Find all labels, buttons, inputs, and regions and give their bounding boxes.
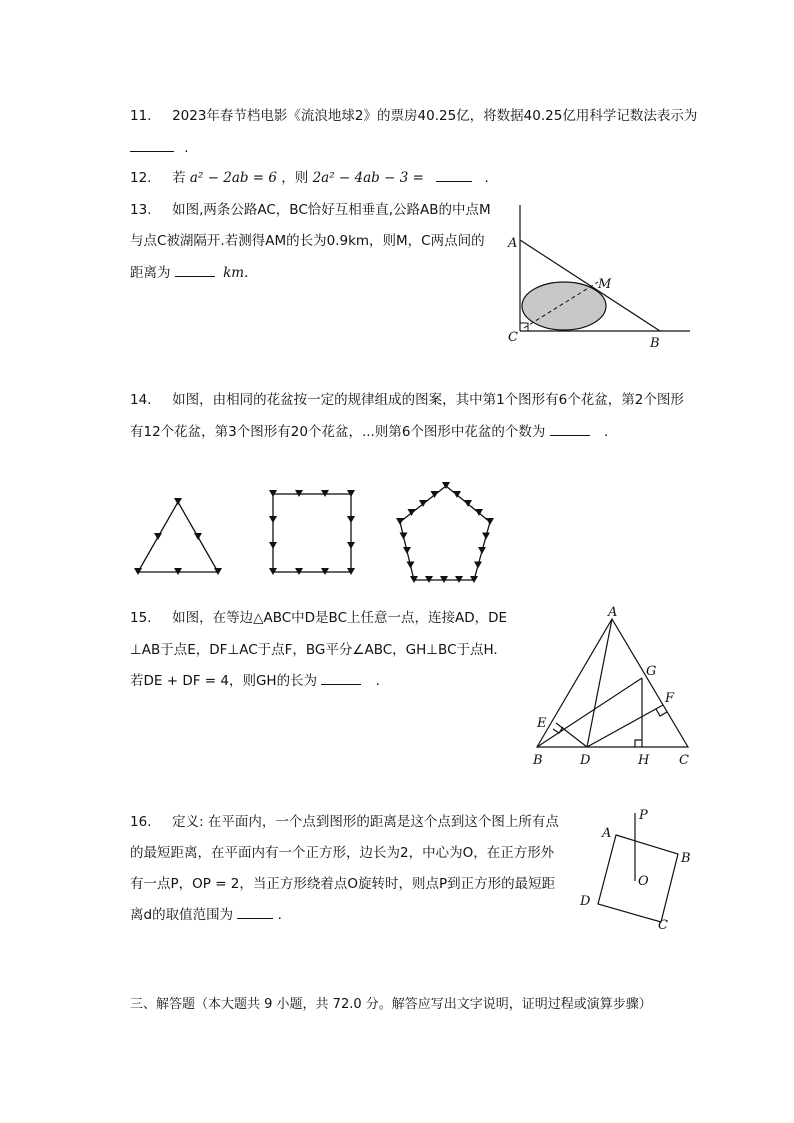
q14-text2: 有12个花盆，第3个图形有20个花盆，...则第6个图形中花盆的个数为 — [130, 424, 546, 440]
q16-answer-blank[interactable] — [237, 904, 273, 919]
q15-line1 — [130, 606, 507, 626]
q11-text: 2023年春节档电影《流浪地球2》的票房40.25亿，将数据40.25亿用科学记数法表示为 — [172, 108, 698, 124]
q12-tail: . — [484, 170, 489, 186]
label-C: C — [658, 918, 668, 933]
q12-expr2: 2a² − 4ab − 3 = — [312, 170, 424, 186]
flower-pot-icon — [396, 518, 404, 525]
q13-text1: 如图,两条公路AC，BC恰好互相垂直,公路AB的中点M — [172, 202, 491, 218]
q15-number: 15. — [130, 610, 152, 626]
q14-figure — [128, 480, 508, 590]
lake-ellipse — [522, 282, 606, 330]
q15-line2: ⊥AB于点E，DF⊥AC于点F，BG平分∠ABC，GH⊥BC于点H. — [130, 642, 498, 658]
flower-pot-icon — [347, 542, 355, 549]
q15-text1: 如图，在等边△ABC中D是BC上任意一点，连接AD，DE — [172, 610, 508, 626]
q16-line1 — [130, 810, 559, 830]
q11-line2 — [130, 137, 189, 156]
q15-line3 — [130, 669, 380, 689]
right-mark-F — [656, 709, 667, 716]
pattern-pentagon — [400, 486, 490, 580]
q11-number: 11. — [130, 108, 152, 124]
label-B: B — [650, 336, 660, 351]
q16-text1: 定义: 在平面内，一个点到图形的距离是这个点到这个图上所有点 — [172, 814, 559, 830]
label-E: E — [537, 716, 547, 731]
label-C: C — [679, 753, 689, 768]
q14-text1: 如图，由相同的花盆按一定的规律组成的图案，其中第1个图形有6个花盆，第2个图形 — [172, 392, 684, 408]
pattern-square — [273, 494, 351, 572]
flower-pot-icon — [403, 547, 411, 554]
q15-figure — [525, 605, 705, 775]
label-A: A — [602, 826, 612, 841]
label-B: B — [533, 753, 543, 768]
q11-tail: . — [184, 140, 189, 156]
q16-text4: 离d的取值范围为 — [130, 907, 234, 923]
triangle-ABC — [537, 619, 688, 747]
label-B: B — [681, 851, 691, 866]
right-mark-H — [635, 740, 642, 747]
q13-line1 — [130, 198, 491, 218]
label-H: H — [638, 753, 650, 768]
q13-text3a: 距离为 — [130, 265, 171, 281]
q16-tail: . — [277, 907, 282, 923]
q16-line2: 的最短距离，在平面内有一个正方形，边长为2，中心为O，在正方形外 — [130, 845, 555, 861]
q13-number: 13. — [130, 202, 152, 218]
q13-line2: 与点C被湖隔开.若测得AM的长为0.9km，则M，C两点间的 — [130, 233, 485, 249]
q12-pre: 若 — [172, 170, 186, 186]
q16-figure — [575, 805, 705, 940]
flower-pot-icon — [482, 533, 490, 540]
line-DE — [556, 723, 587, 747]
label-D: D — [580, 894, 591, 909]
q14-line1 — [130, 388, 684, 408]
flower-pot-icon — [347, 516, 355, 523]
q14-number: 14. — [130, 392, 152, 408]
flower-pot-icon — [154, 533, 162, 540]
q13-line3 — [130, 261, 248, 281]
label-A: A — [508, 236, 518, 251]
flower-pot-icon — [400, 533, 408, 540]
q12-answer-blank[interactable] — [436, 167, 472, 182]
flower-pot-icon — [478, 547, 486, 554]
flower-pot-icon — [269, 542, 277, 549]
q16-line4 — [130, 903, 282, 923]
q13-figure — [500, 195, 700, 355]
right-angle-mark — [520, 323, 528, 331]
q16-line3: 有一点P，OP = 2，当正方形绕着点O旋转时，则点P到正方形的最短距 — [130, 876, 556, 892]
label-G: G — [646, 664, 657, 679]
flower-pots — [134, 482, 494, 583]
q14-answer-blank[interactable] — [550, 421, 590, 436]
flower-pot-icon — [269, 516, 277, 523]
label-C: C — [508, 330, 518, 345]
section-3-heading: 三、解答题（本大题共 9 小题，共 72.0 分。解答应写出文字说明，证明过程或演算步骤） — [130, 997, 652, 1012]
flower-pot-icon — [174, 498, 182, 505]
q12-mid: ，则 — [281, 170, 309, 186]
label-M: M — [598, 277, 612, 292]
q11-answer-blank[interactable] — [130, 137, 174, 152]
flower-pot-icon — [474, 562, 482, 569]
q14-tail: . — [604, 424, 609, 440]
label-P: P — [639, 808, 648, 823]
flower-pot-icon — [194, 533, 202, 540]
label-F: F — [665, 691, 675, 706]
q11-line1 — [130, 104, 697, 124]
label-A: A — [608, 605, 618, 620]
line-DF — [587, 705, 663, 747]
q15-text3: 若DE + DF = 4，则GH的长为 — [130, 673, 318, 689]
q16-number: 16. — [130, 814, 152, 830]
q13-unit: km. — [223, 265, 249, 281]
flower-pot-icon — [486, 518, 494, 525]
q12-line — [130, 166, 489, 186]
q12-number: 12. — [130, 170, 152, 186]
q13-answer-blank[interactable] — [175, 262, 215, 277]
label-D: D — [580, 753, 591, 768]
line-AD — [587, 619, 612, 747]
pattern-triangle — [138, 502, 218, 572]
label-O: O — [638, 874, 649, 889]
q15-answer-blank[interactable] — [321, 670, 361, 685]
q14-line2 — [130, 420, 608, 440]
flower-pot-icon — [407, 562, 415, 569]
q15-tail: . — [375, 673, 380, 689]
q12-expr1: a² − 2ab = 6 — [189, 170, 277, 186]
